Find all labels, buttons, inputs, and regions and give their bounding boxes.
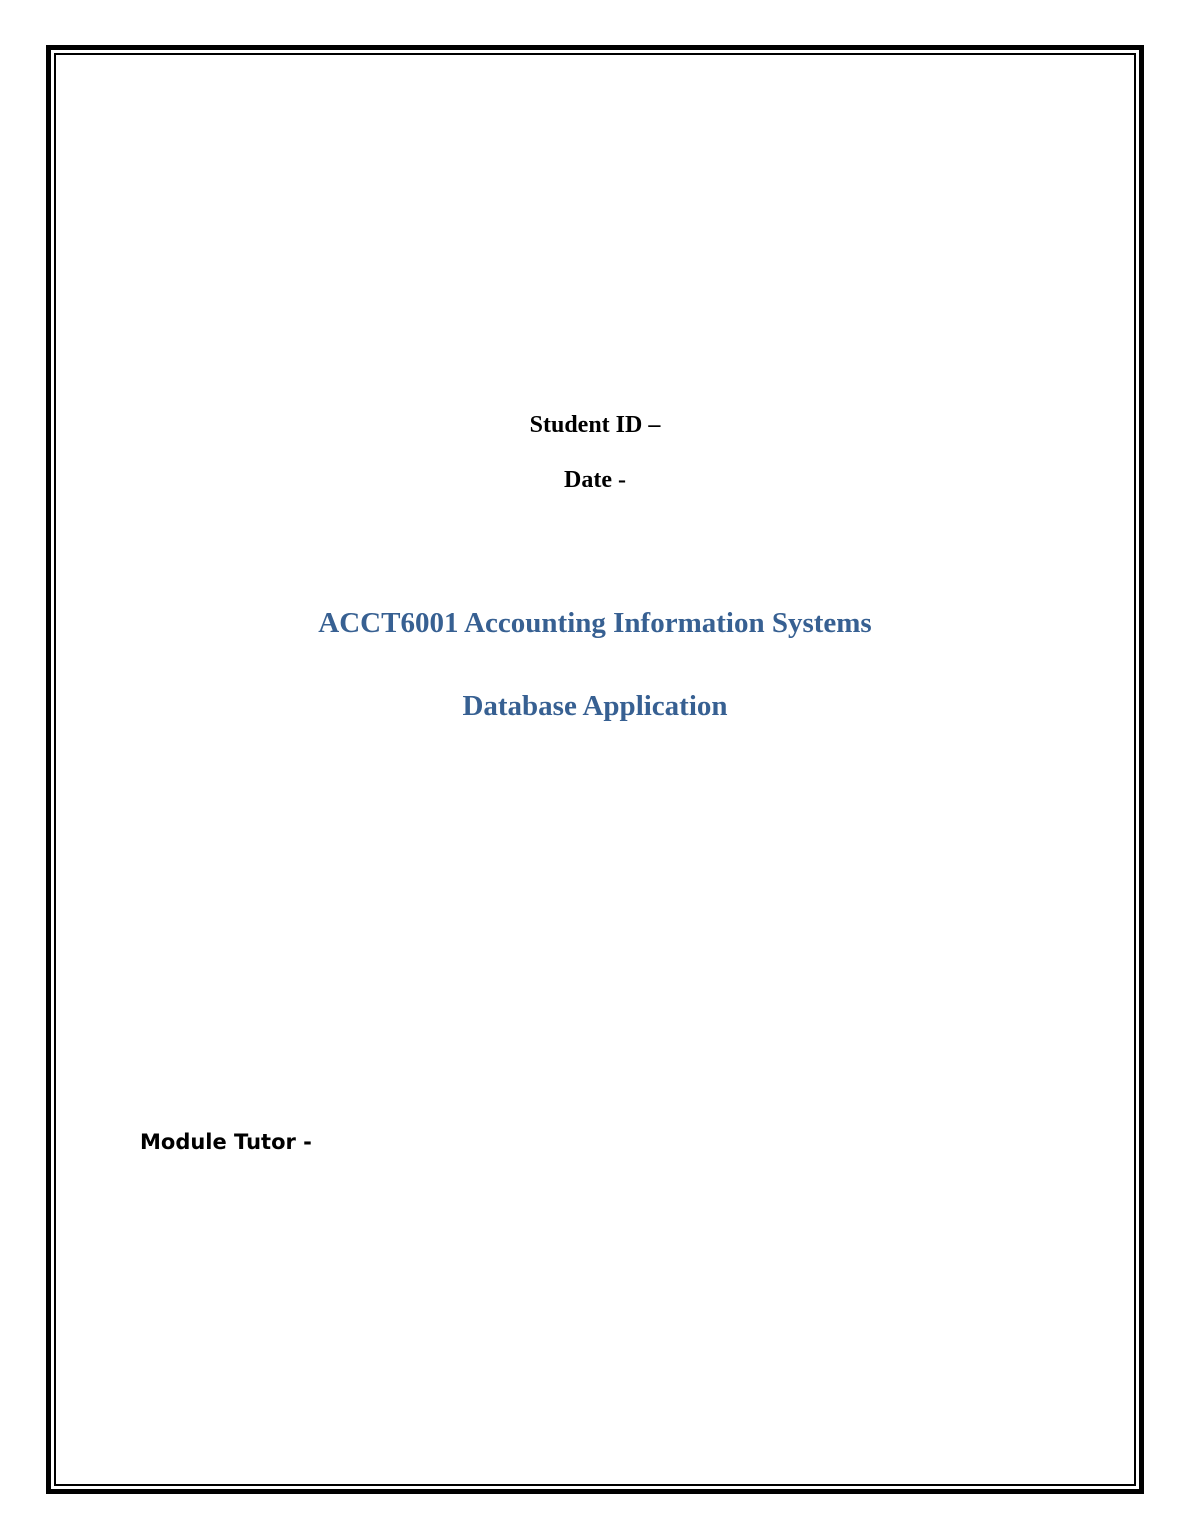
- course-title: ACCT6001 Accounting Information Systems: [318, 607, 872, 639]
- module-tutor-label: Module Tutor -: [140, 1130, 312, 1154]
- page-border-inner: [54, 53, 1136, 1486]
- student-id-label: Student ID –: [529, 412, 661, 438]
- date-label: Date -: [564, 467, 626, 493]
- assignment-title: Database Application: [462, 690, 728, 722]
